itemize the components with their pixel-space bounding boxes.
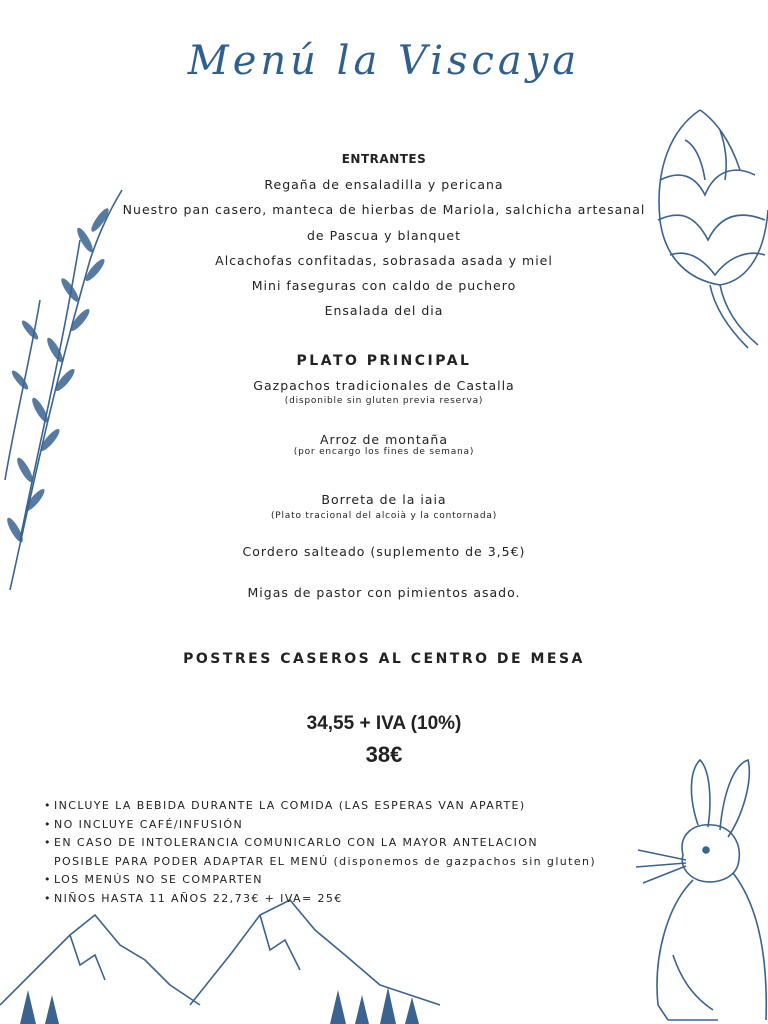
note-item: • NO INCLUYE CAFÉ/INFUSIÓN [44,816,664,835]
menu-item: Nuestro pan casero, manteca de hierbas de Mariola, salchicha artesanal [122,202,646,217]
section-heading-postres: POSTRES CASEROS AL CENTRO DE MESA [183,651,585,667]
price-net: 34,55 + IVA (10%) [306,713,462,734]
note-item-continuation: POSIBLE PARA PODER ADAPTAR EL MENÚ (disponemos de gazpachos sin gluten) [54,854,597,868]
menu-item: Mini faseguras con caldo de puchero [251,278,517,293]
menu-item-note: (disponible sin gluten previa reserva) [284,396,484,406]
mountains-illustration-icon [0,895,440,1024]
note-item: • INCLUYE LA BEBIDA DURANTE LA COMIDA (LAS ESPERAS VAN APARTE) [44,797,664,816]
menu-item: Regaña de ensaladilla y pericana [264,177,504,192]
menu-item: Gazpachos tradicionales de Castalla [253,378,515,393]
section-heading-entrantes: ENTRANTES [341,152,427,166]
menu-item-note: (por encargo los fines de semana) [293,447,475,457]
menu-item: Ensalada del dia [324,303,444,318]
section-heading-plato-principal: PLATO PRINCIPAL [296,353,472,369]
note-item: • NIÑOS HASTA 11 AÑOS 22,73€ + IVA= 25€ [44,890,664,909]
note-item: • EN CASO DE INTOLERANCIA COMUNICARLO CON LA MAYOR ANTELACION [44,834,664,853]
menu-item: Arroz de montaña [319,432,448,447]
price-total: 38€ [365,742,403,767]
menu-item: Borreta de la iaia [321,492,447,507]
menu-item: Cordero salteado (suplemento de 3,5€) [242,544,526,559]
note-item: • LOS MENÚS NO SE COMPARTEN [44,871,664,890]
menu-item: de Pascua y blanquet [307,228,461,243]
menu-item: Alcachofas confitadas, sobrasada asada y miel [215,253,553,268]
notes-list [44,797,664,908]
menu-item-note: (Plato tracional del alcoià y la contornada) [270,511,498,521]
menu-title: Menú la Viscaya [187,38,581,84]
menu-item: Migas de pastor con pimientos asado. [247,585,521,600]
